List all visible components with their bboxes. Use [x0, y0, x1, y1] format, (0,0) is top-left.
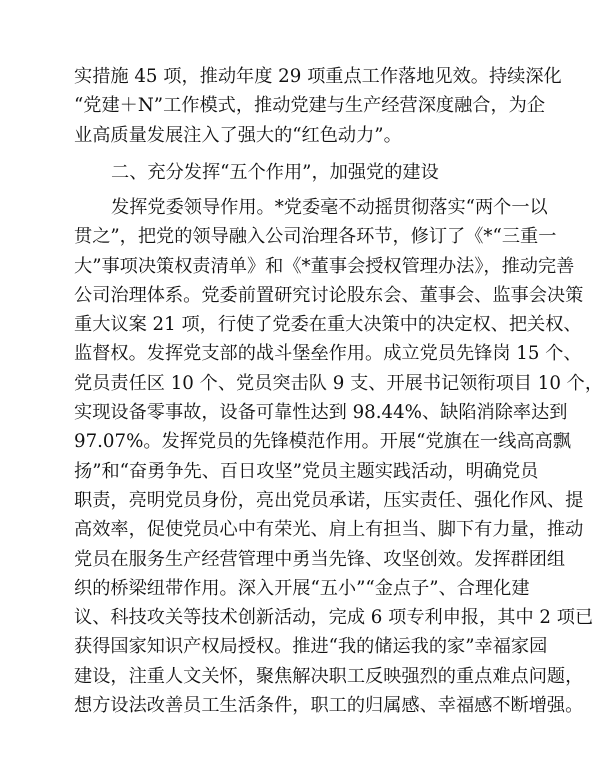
paragraph-line: 获得国家知识产权局授权。推进“我的储运我的家”幸福家园: [74, 636, 548, 658]
paragraph-line: 实现设备零事故，设备可靠性达到 98.44%、缺陷消除率达到: [74, 402, 568, 424]
paragraph-line: “党建＋N”工作模式，推动党建与生产经营深度融合，为企: [74, 95, 546, 117]
paragraph-line: 重大议案 21 项，行使了党委在重大决策中的决定权、把关权、: [74, 314, 582, 336]
paragraph-intro: [74, 62, 562, 150]
paragraph-line: 职责，亮明党员身份，亮出党员承诺，压实责任、强化作风、提: [74, 489, 584, 511]
paragraph-line: 发挥党委领导作用。*党委毫不动摇贯彻落实“两个一以: [111, 197, 548, 218]
paragraph-line: 织的桥梁纽带作用。深入开展“五小”“金点子”、合理化建: [74, 577, 530, 599]
paragraph-line: 党员责任区 10 个、党员突击队 9 支、开展书记领衔项目 10 个，: [74, 372, 603, 394]
paragraph-line: 扬”和“奋勇争先、百日攻坚”党员主题实践活动，明确党员: [74, 460, 539, 482]
paragraph-body: [74, 193, 603, 720]
paragraph-line: 想方设法改善员工生活条件，职工的归属感、幸福感不断增强。: [74, 695, 584, 717]
paragraph-line: 大”事项决策权责清单》和《*董事会授权管理办法》，推动完善: [74, 255, 575, 277]
paragraph-line: 议、科技攻关等技术创新活动，完成 6 项专利申报，其中 2 项已: [74, 607, 594, 629]
paragraph-line: 97.07%。发挥党员的先锋模范作用。开展“党旗在一线高高飘: [74, 431, 571, 453]
section-heading: 二、充分发挥“五个作用”，加强党的建设: [111, 162, 439, 183]
paragraph-line: 公司治理体系。党委前置研究讨论股东会、董事会、监事会决策: [74, 284, 584, 306]
paragraph-line: 建设，注重人文关怀，聚焦解决职工反映强烈的重点难点问题，: [74, 665, 584, 687]
paragraph-line: 高效率，促使党员心中有荣光、肩上有担当、脚下有力量，推动: [74, 519, 584, 541]
paragraph-line: 监督权。发挥党支部的战斗堡垒作用。成立党员先锋岗 15 个、: [74, 343, 582, 365]
paragraph-line: 贯之”，把党的领导融入公司治理各环节，修订了《*“三重一: [74, 226, 557, 248]
paragraph-line: 业高质量发展注入了强大的“红色动力”。: [74, 124, 402, 146]
paragraph-line: 党员在服务生产经营管理中勇当先锋、攻坚创效。发挥群团组: [74, 548, 566, 570]
paragraph-line: 实措施 45 项，推动年度 29 项重点工作落地见效。持续深化: [74, 66, 562, 87]
